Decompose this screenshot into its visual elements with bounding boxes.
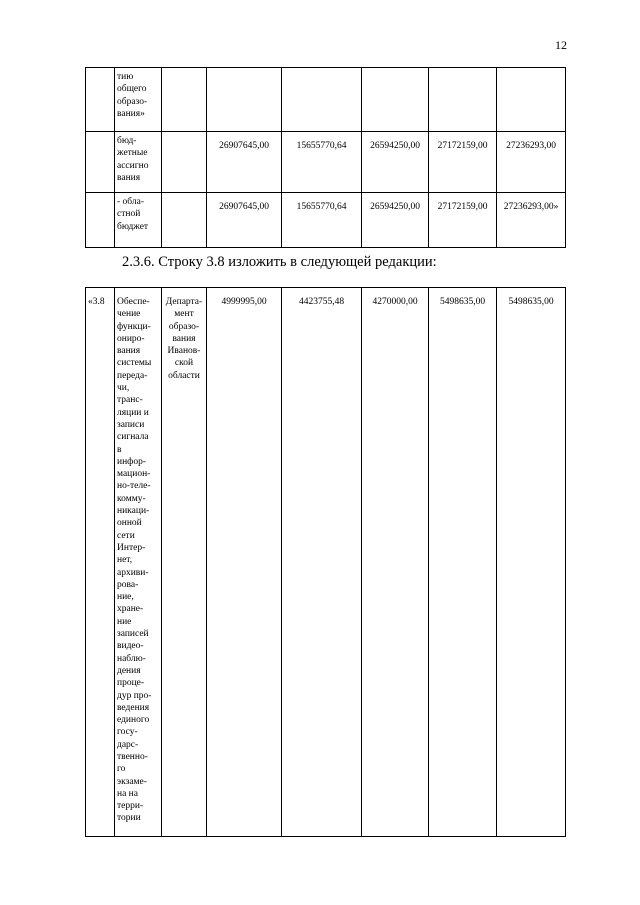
row-name-cell: - обла- стной бюджет (115, 193, 162, 248)
table-row (86, 68, 566, 132)
value-cell: 5498635,00 (429, 288, 497, 837)
value-cell: 4270000,00 (362, 288, 429, 837)
section-heading: 2.3.6. Строку 3.8 изложить в следующей редакции: (122, 254, 437, 270)
value-cell: 15655770,64 (282, 132, 362, 193)
budget-table-continued (85, 67, 566, 248)
value-cell: 26907645,00 (207, 193, 282, 248)
value-cell (362, 68, 429, 132)
value-cell (282, 68, 362, 132)
value-cell: 27172159,00 (429, 132, 497, 193)
value-cell: 26594250,00 (362, 193, 429, 248)
row-name-cell: бюд- жетные ассигно вания (115, 132, 162, 193)
value-cell: 15655770,64 (282, 193, 362, 248)
table-row (86, 132, 566, 193)
value-cell: 27236293,00 (497, 132, 566, 193)
value-cell (497, 68, 566, 132)
table-row (86, 193, 566, 248)
value-cell (207, 68, 282, 132)
table-cell (162, 68, 207, 132)
table-cell (86, 68, 115, 132)
table-row (86, 288, 566, 837)
department-cell: Департа- мент образо- вания Иванов- ской области (162, 288, 207, 837)
budget-table-row-3-8 (85, 287, 566, 837)
value-cell (429, 68, 497, 132)
row-number-cell: «3.8 (86, 288, 115, 837)
value-cell: 27172159,00 (429, 193, 497, 248)
row-name-cell: Обеспе- чение функци- ониро- вания системы переда- чи, транс- ляции и записи сигнала в инфор- мацион- но-теле- комму- никаци- онной сети Интер- нет, архиви- рова- ние, хране- ние записей видео- наблю- дения проце- дур про- ведения единого госу- дарс- твенно- го экзаме- на на терри- тории (115, 288, 162, 837)
value-cell: 26907645,00 (207, 132, 282, 193)
table-cell (86, 193, 115, 248)
page-number: 12 (555, 38, 567, 52)
value-cell: 26594250,00 (362, 132, 429, 193)
row-name-cell: тию общего образо- вания» (115, 68, 162, 132)
table-cell (86, 132, 115, 193)
value-cell: 27236293,00» (497, 193, 566, 248)
table-cell (162, 132, 207, 193)
value-cell: 4999995,00 (207, 288, 282, 837)
value-cell: 4423755,48 (282, 288, 362, 837)
value-cell: 5498635,00 (497, 288, 566, 837)
table-cell (162, 193, 207, 248)
